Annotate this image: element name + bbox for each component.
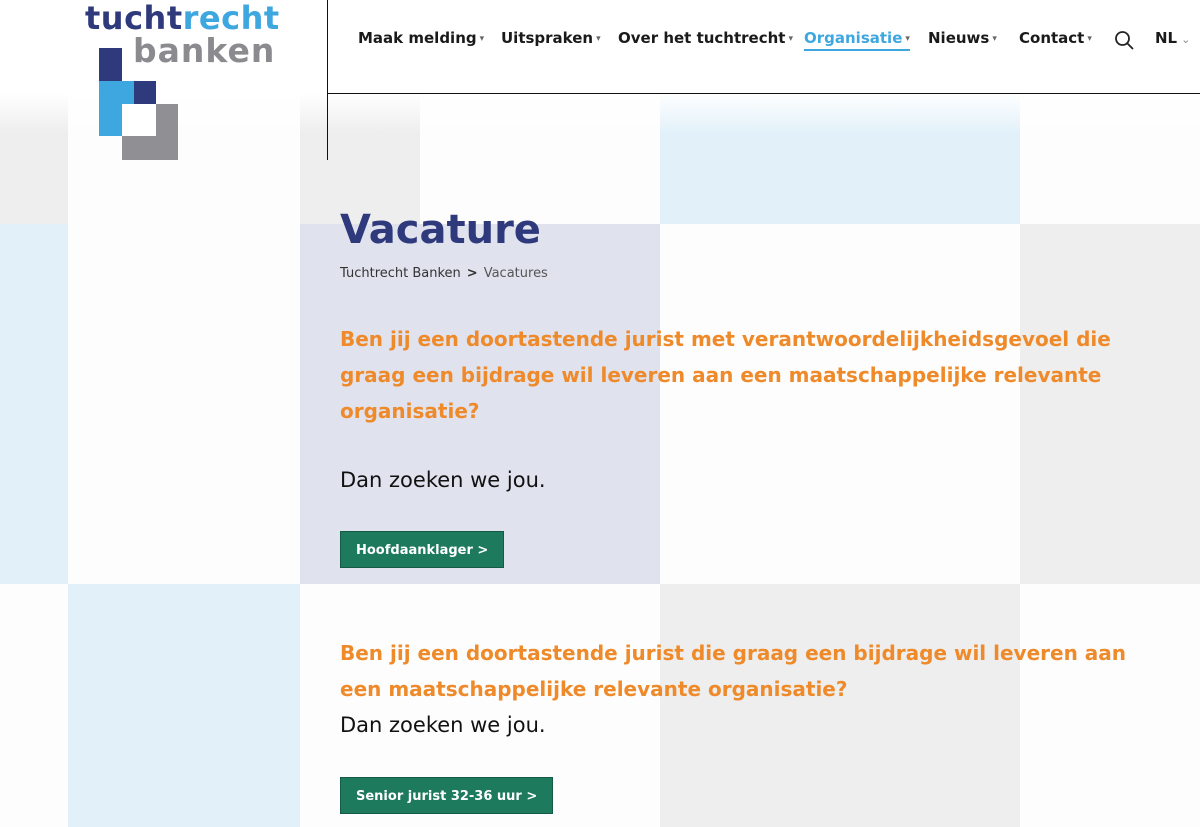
breadcrumb-separator: > [466, 266, 478, 281]
caret-down-icon: ▾ [788, 33, 793, 44]
nav-item-uitspraken[interactable]: Uitspraken ▾ [501, 29, 601, 47]
breadcrumb [340, 266, 548, 281]
nav-item-organisatie[interactable]: Organisatie ▾ [804, 29, 910, 51]
vacancy-button-senior-jurist[interactable]: Senior jurist 32-36 uur > [340, 777, 553, 814]
header-divider-horizontal [327, 93, 1200, 94]
chevron-down-icon: ⌄ [1181, 33, 1191, 46]
vacancy-lead-text: Ben jij een doortastende jurist met verantwoordelijkheidsgevoel die graag een bijdrage wil leveren aan een maatschappelijke relevante organisatie? [340, 327, 1111, 423]
nav-item-contact[interactable]: Contact ▾ [1019, 29, 1092, 47]
breadcrumb-home-link[interactable]: Tuchtrecht Banken [340, 266, 461, 281]
bg-tile [0, 224, 68, 584]
language-selector[interactable]: NL ⌄ [1155, 29, 1191, 47]
caret-down-icon: ▾ [905, 33, 910, 44]
header-shadow [0, 93, 1200, 133]
nav-item-over-het-tuchtrecht[interactable]: Over het tuchtrecht ▾ [618, 29, 793, 47]
header-divider-vertical [327, 0, 328, 160]
nav-item-nieuws[interactable]: Nieuws ▾ [928, 29, 997, 47]
vacancy-subline: Dan zoeken we jou. [340, 713, 546, 737]
vacancy-button-hoofdaanklager[interactable]: Hoofdaanklager > [340, 531, 504, 568]
caret-down-icon: ▾ [479, 33, 485, 44]
search-icon[interactable] [1114, 30, 1134, 50]
breadcrumb-current: Vacatures [483, 266, 548, 281]
logo-text-banken: banken [133, 31, 276, 70]
nav-item-maak-melding[interactable]: Maak melding ▾ [358, 29, 485, 47]
vacancy-subline: Dan zoeken we jou. [340, 468, 546, 492]
page-title: Vacature [340, 207, 541, 253]
caret-down-icon: ▾ [596, 33, 601, 44]
logo-text-tuchtrecht: tuchtrecht [85, 0, 280, 37]
caret-down-icon: ▾ [992, 33, 997, 44]
bg-tile [68, 584, 300, 827]
caret-down-icon: ▾ [1087, 33, 1092, 44]
vacancy-lead-text: Ben jij een doortastende jurist die graag een bijdrage wil leveren aan een maatschappelijke relevante organisatie? [340, 641, 1126, 701]
